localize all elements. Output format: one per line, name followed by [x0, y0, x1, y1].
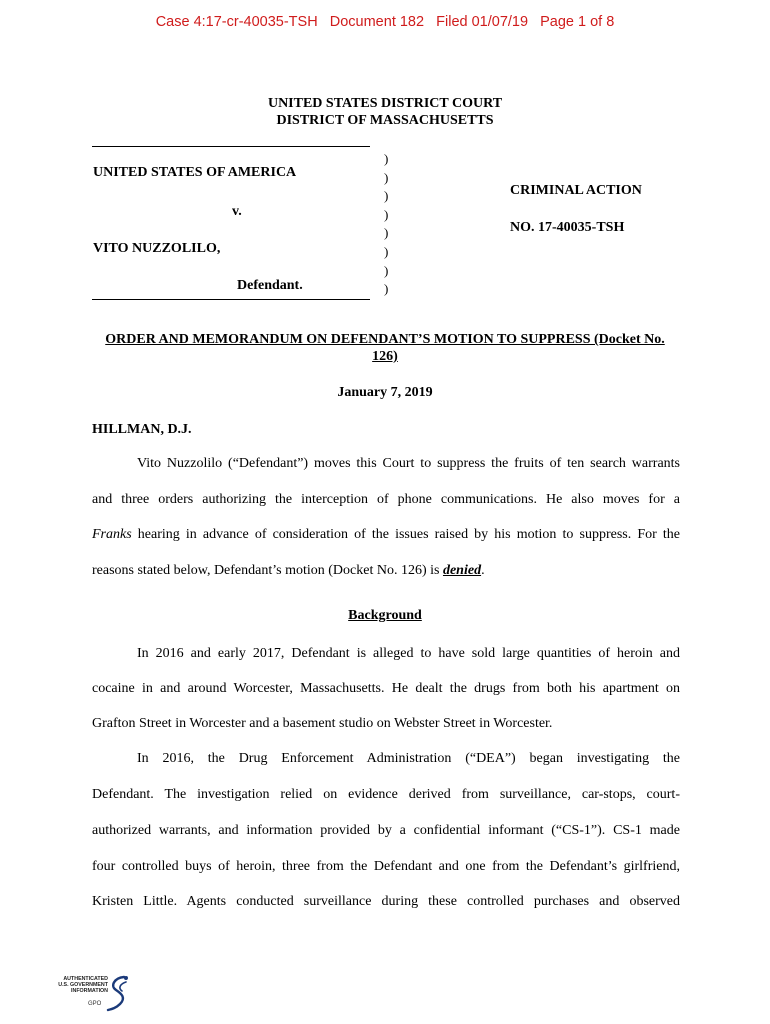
case-header-stamp: Case 4:17-cr-40035-TSH Document 182 Filed 01/07/19 Page 1 of 8 [155, 14, 615, 30]
intro-line-4-text: reasons stated below, Defendant’s motion (Docket No. 126) is [92, 563, 443, 578]
background-p1-line-1: In 2016 and early 2017, Defendant is alleged to have sold large quantities of heroin and [137, 646, 680, 661]
background-p1-line-2: cocaine in and around Worcester, Massachusetts. He dealt the drugs from both his apartment on [92, 681, 680, 696]
caption-action-label: CRIMINAL ACTION [510, 183, 642, 198]
caption-case-number: NO. 17-40035-TSH [510, 220, 625, 235]
background-p2-line-5: Kristen Little. Agents conducted surveillance during these controlled purchases and observed [92, 894, 680, 909]
gpo-seal-line: U.S. GOVERNMENT [58, 982, 108, 989]
background-p2-line-4: four controlled buys of heroin, three from the Defendant and one from the Defendant’s girlfriend, [92, 859, 680, 874]
intro-line-4 [92, 563, 680, 579]
section-heading-background: Background [348, 608, 422, 623]
caption-versus: v. [232, 204, 242, 219]
caption-paren: ) [384, 225, 389, 241]
caption-paren: ) [384, 206, 389, 222]
gpo-authentication-seal [44, 974, 134, 1014]
caption-paren: ) [384, 262, 389, 278]
caption-defendant: VITO NUZZOLILO, [93, 241, 221, 256]
caption-defendant-role: Defendant. [237, 278, 303, 293]
caption-top-rule [92, 146, 370, 147]
caption-paren-column [384, 150, 388, 299]
gpo-seal-icon [104, 974, 134, 1016]
background-p2-line-3: authorized warrants, and information provided by a confidential informant (“CS-1”). CS-1 made [92, 823, 680, 838]
intro-line-2: and three orders authorizing the interception of phone communications. He also moves for a [92, 492, 680, 507]
intro-line-3 [92, 527, 680, 543]
gpo-seal-line: AUTHENTICATED [63, 976, 108, 982]
caption-paren: ) [384, 243, 389, 259]
gpo-seal-line: INFORMATION [71, 988, 108, 995]
gpo-seal-text [44, 976, 108, 995]
case-citation-franks: Franks [92, 527, 132, 542]
background-p2-line-1: In 2016, the Drug Enforcement Administration (“DEA”) began investigating the [137, 751, 680, 766]
background-p1-line-3: Grafton Street in Worcester and a basement studio on Webster Street in Worcester. [92, 716, 553, 731]
caption-paren: ) [384, 188, 389, 204]
caption-paren: ) [384, 169, 389, 185]
intro-line-1: Vito Nuzzolilo (“Defendant”) moves this Court to suppress the fruits of ten search warrants [137, 456, 680, 471]
caption-paren: ) [384, 281, 389, 297]
ruling-denied: denied [442, 563, 482, 578]
caption-paren: ) [384, 151, 389, 166]
court-name: UNITED STATES DISTRICT COURT [267, 96, 503, 111]
intro-line-3-text: hearing in advance of consideration of the issues raised by his motion to suppress. For the [131, 527, 680, 542]
caption-plaintiff: UNITED STATES OF AMERICA [93, 165, 297, 180]
judge-name: HILLMAN, D.J. [92, 422, 192, 437]
caption-bottom-rule [92, 299, 370, 300]
background-p2-line-2: Defendant. The investigation relied on evidence derived from surveillance, car-stops, court- [92, 787, 680, 802]
order-title: ORDER AND MEMORANDUM ON DEFENDANT’S MOTION TO SUPPRESS (Docket No. 126) [105, 332, 665, 364]
intro-line-4-end: . [481, 563, 485, 578]
court-district: DISTRICT OF MASSACHUSETTS [276, 113, 494, 128]
gpo-seal-label: GPO [88, 1001, 102, 1007]
order-date: January 7, 2019 [337, 385, 433, 400]
court-heading [0, 95, 770, 129]
